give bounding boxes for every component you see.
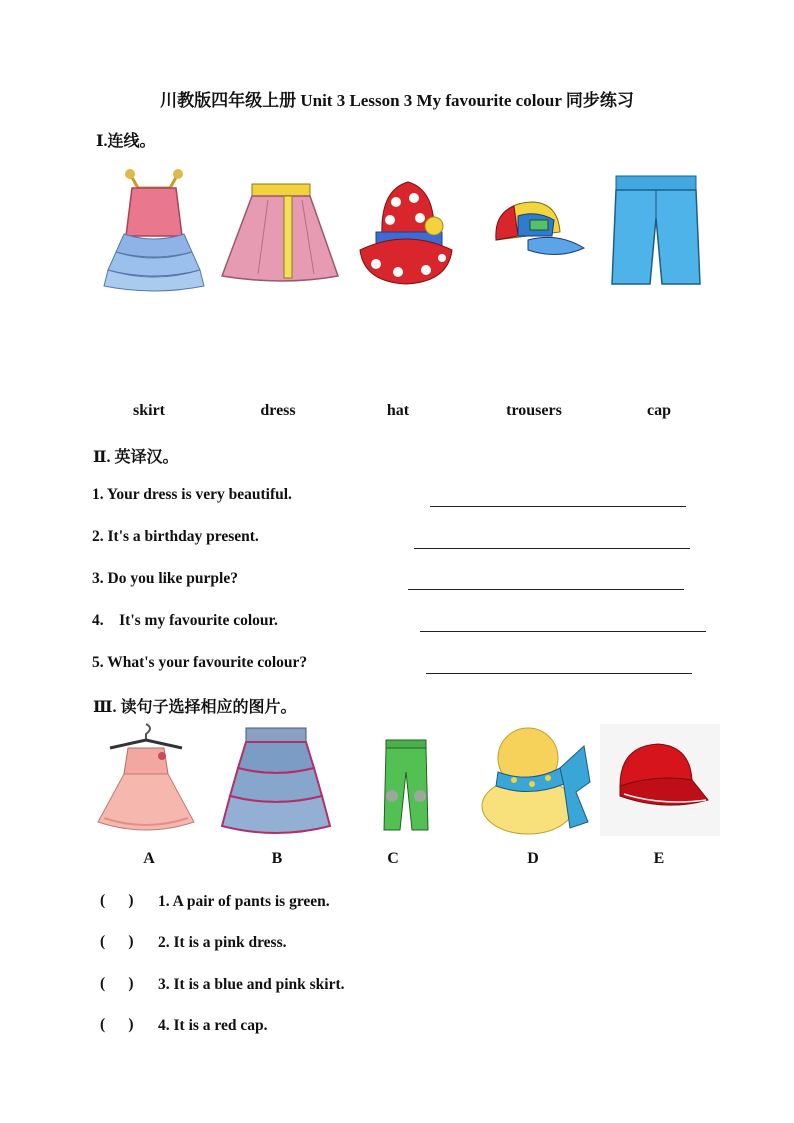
answer-line-3[interactable] bbox=[408, 589, 684, 590]
answer-paren-4[interactable]: ( ) bbox=[100, 1016, 134, 1033]
sentence-3: 3. Do you like purple? bbox=[92, 570, 238, 587]
yellow-hat-picture bbox=[480, 722, 592, 838]
answer-line-5[interactable] bbox=[426, 673, 692, 674]
label-B: B bbox=[271, 850, 283, 867]
label-C: C bbox=[387, 850, 399, 867]
sentence-5: 5. What's your favourite colour? bbox=[92, 654, 308, 671]
cap-picture bbox=[488, 196, 586, 266]
question-2: 2. It is a pink dress. bbox=[158, 934, 287, 951]
label-E: E bbox=[653, 850, 665, 867]
skirt-picture bbox=[218, 180, 342, 286]
hat-picture bbox=[356, 176, 456, 290]
answer-line-4[interactable] bbox=[420, 631, 706, 632]
green-pants-picture bbox=[376, 738, 436, 834]
question-3: 3. It is a blue and pink skirt. bbox=[158, 976, 345, 993]
answer-line-1[interactable] bbox=[430, 506, 686, 507]
label-D: D bbox=[527, 850, 539, 867]
word-dress: dress bbox=[260, 402, 296, 419]
answer-paren-3[interactable]: ( ) bbox=[100, 975, 134, 992]
question-1: 1. A pair of pants is green. bbox=[158, 893, 330, 910]
question-4: 4. It is a red cap. bbox=[158, 1017, 268, 1034]
pink-dress-picture bbox=[90, 722, 202, 840]
answer-paren-1[interactable]: ( ) bbox=[100, 892, 134, 909]
dress-picture bbox=[90, 166, 218, 294]
word-hat: hat bbox=[386, 402, 410, 419]
sentence-1: 1. Your dress is very beautiful. bbox=[92, 486, 292, 503]
sentence-4: 4. It's my favourite colour. bbox=[92, 612, 278, 629]
answer-line-2[interactable] bbox=[414, 548, 690, 549]
word-skirt: skirt bbox=[133, 402, 165, 419]
red-cap-picture bbox=[600, 724, 720, 836]
section-1-heading: Ⅰ.连线。 bbox=[96, 133, 156, 150]
word-cap: cap bbox=[647, 402, 671, 419]
blue-pink-skirt-picture bbox=[218, 724, 334, 838]
trousers-picture bbox=[608, 172, 702, 290]
answer-paren-2[interactable]: ( ) bbox=[100, 933, 134, 950]
word-trousers: trousers bbox=[506, 402, 562, 419]
label-A: A bbox=[143, 850, 155, 867]
section-2-heading: Ⅱ. 英译汉。 bbox=[93, 449, 179, 466]
sentence-2: 2. It's a birthday present. bbox=[92, 528, 259, 545]
section-3-heading: Ⅲ. 读句子选择相应的图片。 bbox=[93, 699, 297, 716]
page-title: 川教版四年级上册 Unit 3 Lesson 3 My favourite colour 同步练习 bbox=[160, 91, 634, 110]
